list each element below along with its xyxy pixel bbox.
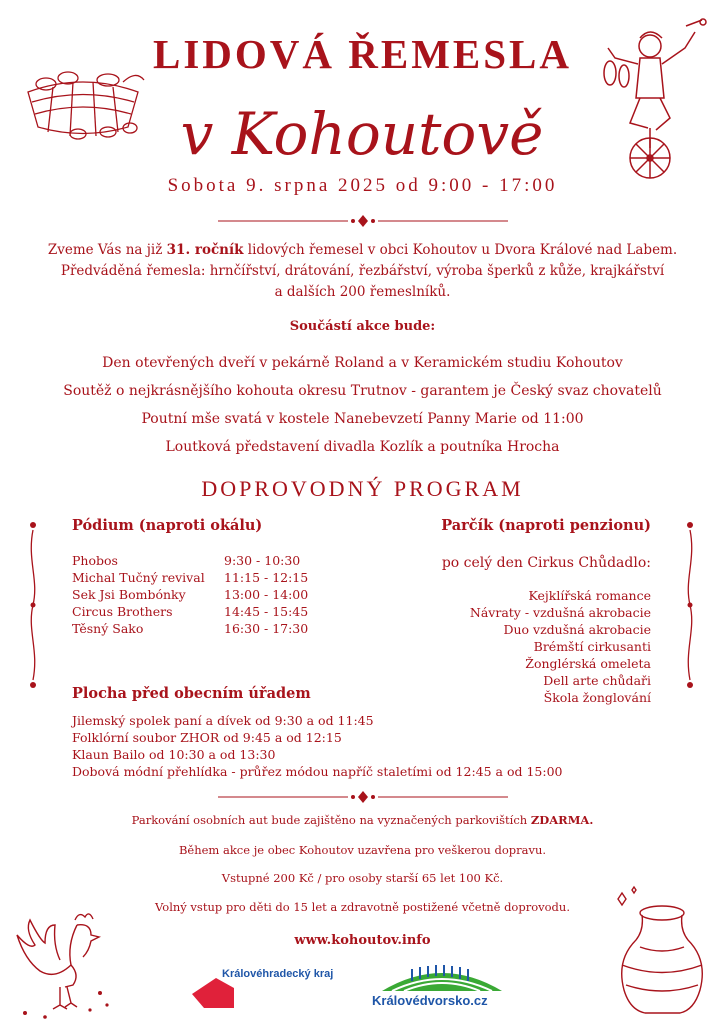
dvorsko-logo-text: Královédvorsko.cz [372, 993, 488, 1008]
flourish-divider-icon [218, 214, 508, 228]
side-ornament-icon [25, 520, 41, 690]
features-heading: Součástí akce bude: [289, 319, 436, 334]
event-date: Sobota 9. srpna 2025 od 9:00 - 17:00 [167, 175, 558, 196]
podium-heading: Pódium (naproti okálu) [72, 517, 263, 534]
park-subheading: po celý den Cirkus Chůdadlo: [441, 555, 651, 571]
plaza-heading: Plocha před obecním úřadem [72, 685, 311, 702]
list-item: Brémští cirkusanti [533, 639, 651, 654]
list-item: Škola žonglování [543, 690, 651, 705]
feature-item: Den otevřených dveří v pekárně Roland a v Keramickém studiu Kohoutov [102, 355, 623, 371]
schedule-row: Michal Tučný revival 11:15 - 12:15 [72, 570, 309, 585]
schedule-row: Circus Brothers 14:45 - 15:45 [72, 604, 309, 619]
flourish-divider-icon [218, 790, 508, 804]
plaza-list [72, 712, 563, 780]
list-item: Duo vzdušná akrobacie [503, 622, 651, 637]
vase-icon [600, 885, 710, 1020]
schedule-row: Phobos 9:30 - 10:30 [72, 553, 301, 568]
list-item: Dell arte chůdaři [543, 673, 651, 688]
rooster-icon [5, 905, 120, 1020]
list-item: Klaun Bailo od 10:30 a od 13:30 [72, 747, 276, 762]
side-ornament-icon [682, 520, 698, 690]
dvorsko-logo-icon [372, 963, 512, 993]
list-item: Folklórní soubor ZHOR od 9:45 a od 12:15 [72, 730, 342, 745]
free-entry-info: Volný vstup pro děti do 15 let a zdravotně postižené včetně doprovodu. [155, 900, 570, 914]
kraj-logo[interactable] [190, 968, 360, 1012]
list-item: Návraty - vzdušná akrobacie [469, 605, 651, 620]
intro-line-3: a dalších 200 řemeslníků. [274, 284, 451, 300]
intro-text [0, 240, 725, 303]
website-link[interactable]: www.kohoutov.info [294, 933, 431, 948]
intro-line-1: Zveme Vás na již 31. ročník lidových řemesel v obci Kohoutov u Dvora Králové nad Labem. [47, 242, 678, 258]
schedule-row: Sek Jsi Bombónky 13:00 - 14:00 [72, 587, 309, 602]
park-heading: Parčík (naproti penzionu) [441, 517, 651, 534]
park-list [470, 587, 651, 706]
feature-item: Soutěž o nejkrásnějšího kohouta okresu Trutnov - garantem je Český svaz chovatelů [63, 383, 662, 399]
closure-info: Během akce je obec Kohoutov uzavřena pro veškerou dopravu. [178, 843, 547, 857]
list-item: Dobová módní přehlídka - průřez módou napříč staletími od 12:45 a od 15:00 [72, 764, 563, 779]
list-item: Jilemský spolek paní a dívek od 9:30 a od 11:45 [72, 713, 374, 728]
podium-schedule [72, 552, 372, 637]
intro-line-2: Předváděná řemesla: hrnčířství, drátování, řezbářství, výroba šperků z kůže, krajkářství [60, 263, 665, 279]
program-heading: DOPROVODNÝ PROGRAM [201, 476, 524, 501]
feature-item: Poutní mše svatá v kostele Nanebevzetí Panny Marie od 11:00 [141, 411, 584, 427]
list-item: Žonglérská omeleta [525, 656, 651, 671]
list-item: Kejklířská romance [528, 588, 651, 603]
dvorsko-logo[interactable] [372, 963, 512, 1018]
juggler-unicycle-icon [590, 18, 710, 183]
kraj-logo-text: Královéhradecký kraj [222, 968, 334, 980]
admission-info: Vstupné 200 Kč / pro osoby starší 65 let 100 Kč. [221, 871, 504, 885]
schedule-row: Těsný Sako 16:30 - 17:30 [72, 621, 309, 636]
page-title: LIDOVÁ ŘEMESLA [152, 31, 573, 77]
script-title-text: v Kohoutově [180, 100, 544, 168]
parking-info: Parkování osobních aut bude zajištěno na vyznačených parkovištích ZDARMA. [131, 813, 594, 827]
feature-item: Loutková představení divadla Kozlík a poutníka Hrocha [165, 439, 560, 455]
basket-icon [18, 62, 148, 142]
